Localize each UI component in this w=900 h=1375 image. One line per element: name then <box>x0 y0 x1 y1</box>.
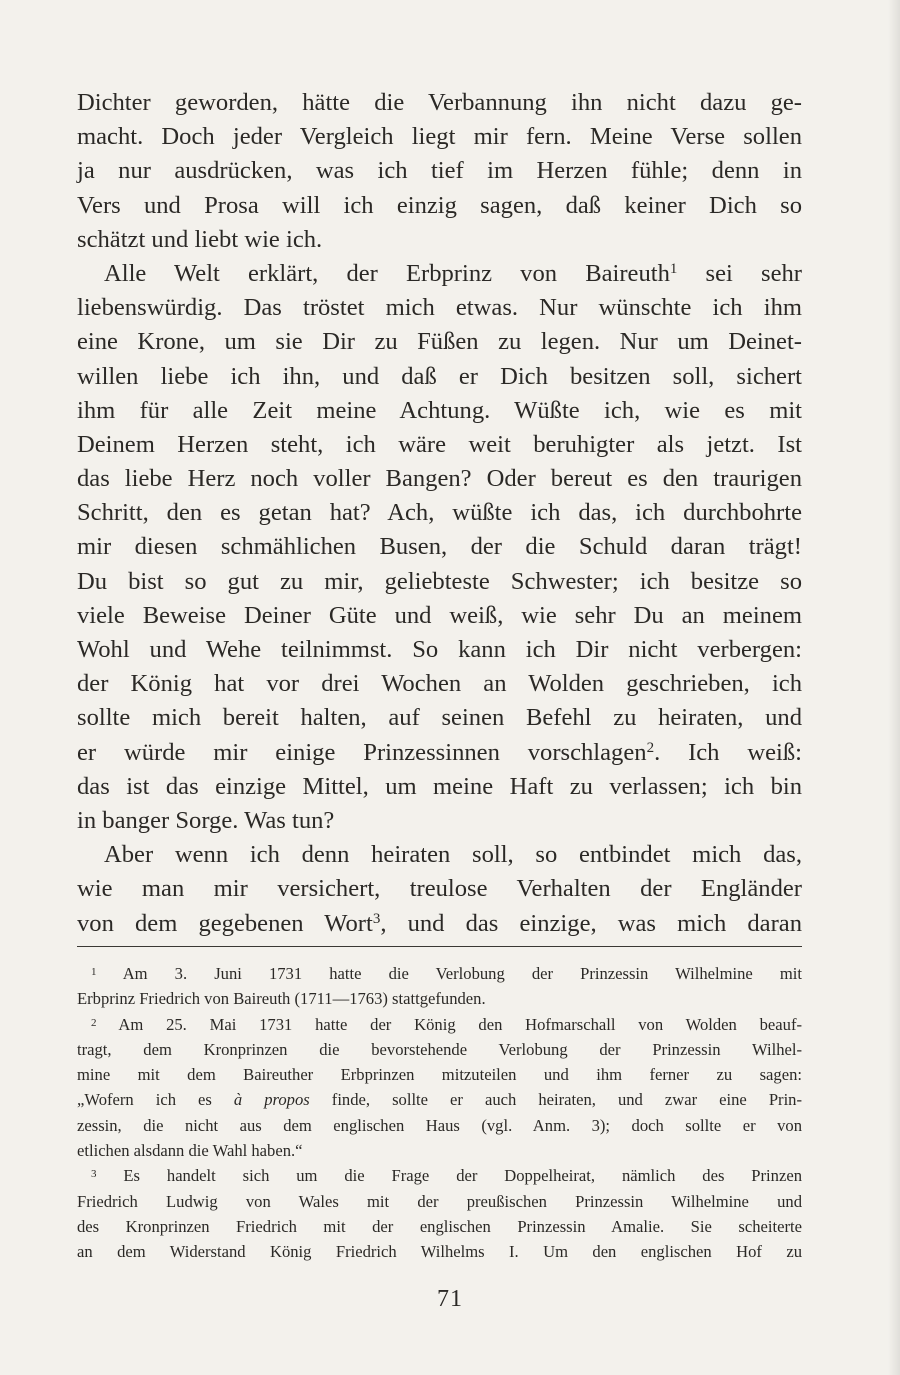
page-edge-shadow <box>888 0 900 1375</box>
text-line: Dichter geworden, hätte die Verbannung ihn nicht dazu ge- <box>77 89 802 116</box>
text-line: schätzt und liebt wie ich. <box>77 225 323 253</box>
text-line: Du bist so gut zu mir, geliebteste Schwester; ich besitze so <box>77 567 802 595</box>
text-segment: von dem gegebenen Wort <box>77 909 373 937</box>
text-line: das ist das einzige Mittel, um meine Haft zu verlassen; ich bin <box>77 772 802 800</box>
text-line: Schritt, den es getan hat? Ach, wüßte ich das, ich durchbohrte <box>77 499 802 527</box>
footnote-marker: 2 <box>91 1016 97 1029</box>
text-line: sollte mich bereit halten, auf seinen Befehl zu heiraten, und <box>77 704 802 732</box>
text-line: ihm für alle Zeit meine Achtung. Wüßte ich, wie es mit <box>77 396 802 424</box>
text-line: Aber wenn ich denn heiraten soll, so entbindet mich das, <box>104 841 802 869</box>
text-line <box>77 907 802 941</box>
footnote-line <box>77 1087 802 1112</box>
footnote-line <box>77 961 802 986</box>
text-line: Wohl und Wehe teilnimmst. So kann ich Dir nicht verbergen: <box>77 636 802 663</box>
footnote-text: Es handelt sich um die Frage der Doppelheirat, nämlich des Prinzen <box>123 1166 802 1186</box>
text-segment: sei sehr <box>705 259 802 287</box>
footnote-italic-text: à propos <box>233 1090 310 1110</box>
footnote-line: zessin, die nicht aus dem englischen Haus (vgl. Anm. 3); doch sollte er von <box>77 1115 802 1135</box>
footnote-text: Am 25. Mai 1731 hatte der König den Hofmarschall von Wolden beauf- <box>118 1014 803 1034</box>
text-line: Vers und Prosa will ich einzig sagen, daß keiner Dich so <box>77 191 802 219</box>
text-line: Deinem Herzen steht, ich wäre weit beruhigter als jetzt. Ist <box>77 430 802 458</box>
text-line: viele Beweise Deiner Güte und weiß, wie sehr Du an meinem <box>77 601 802 629</box>
footnote-reference: 2 <box>646 739 655 756</box>
footnote-line: Friedrich Ludwig von Wales mit der preußischen Prinzessin Wilhelmine und <box>77 1191 802 1211</box>
footnote-line: etlichen alsdann die Wahl haben.“ <box>77 1141 303 1161</box>
text-line: mir diesen schmählichen Busen, der die Schuld daran trägt! <box>77 533 802 561</box>
footnote-text: finde, sollte er auch heiraten, und zwar eine Prin- <box>331 1090 803 1110</box>
footnote-line: mine mit dem Baireuther Erbprinzen mitzuteilen und ihm ferner zu sagen: <box>77 1065 802 1085</box>
text-line: eine Krone, um sie Dir zu Füßen zu legen. Nur um Deinet- <box>77 328 802 356</box>
footnote-marker: 3 <box>91 1168 97 1181</box>
footnote-reference: 3 <box>372 910 381 927</box>
page-number: 71 <box>437 1286 463 1312</box>
text-line: das liebe Herz noch voller Bangen? Oder bereut es den traurigen <box>77 465 802 493</box>
footnote-line: an dem Widerstand König Friedrich Wilhelms I. Um den englischen Hof zu <box>77 1242 802 1262</box>
footnote-text: Am 3. Juni 1731 hatte die Verlobung der Prinzessin Wilhelmine mit <box>122 964 803 983</box>
text-line: willen liebe ich ihn, und daß er Dich besitzen soll, sichert <box>77 362 802 390</box>
footnote-line <box>77 1012 802 1037</box>
footnote-line: des Kronprinzen Friedrich mit der englischen Prinzessin Amalie. Sie scheiterte <box>77 1216 802 1236</box>
footnote-line: tragt, dem Kronprinzen die bevorstehende Verlobung der Prinzessin Wilhel- <box>77 1039 802 1059</box>
main-text <box>77 86 802 941</box>
text-segment: , und das einzige, was mich daran <box>380 909 802 937</box>
text-segment: . Ich weiß: <box>654 738 802 766</box>
text-line <box>77 257 802 291</box>
text-segment: er würde mir einige Prinzessinnen vorschlagen <box>77 738 647 766</box>
footnote-line: Erbprinz Friedrich von Baireuth (1711—1763) stattgefunden. <box>77 989 486 1009</box>
text-line: in banger Sorge. Was tun? <box>77 806 335 834</box>
text-line: macht. Doch jeder Vergleich liegt mir fern. Meine Verse sollen <box>77 123 802 151</box>
text-segment: Alle Welt erklärt, der Erbprinz von Baireuth <box>104 259 670 287</box>
footnote-marker: 1 <box>91 966 97 978</box>
footnotes <box>77 961 802 1265</box>
text-line: liebenswürdig. Das tröstet mich etwas. Nur wünschte ich ihm <box>77 294 802 322</box>
footnote-line <box>77 1163 802 1188</box>
text-line <box>77 736 802 770</box>
text-line: der König hat vor drei Wochen an Wolden geschrieben, ich <box>77 670 802 698</box>
footnote-divider <box>77 946 802 947</box>
footnote-reference: 1 <box>669 260 678 277</box>
text-line: wie man mir versichert, treulose Verhalten der Engländer <box>77 875 802 903</box>
footnote-text: „Wofern ich es <box>77 1090 212 1110</box>
text-line: ja nur ausdrücken, was ich tief im Herzen fühle; denn in <box>77 157 802 185</box>
